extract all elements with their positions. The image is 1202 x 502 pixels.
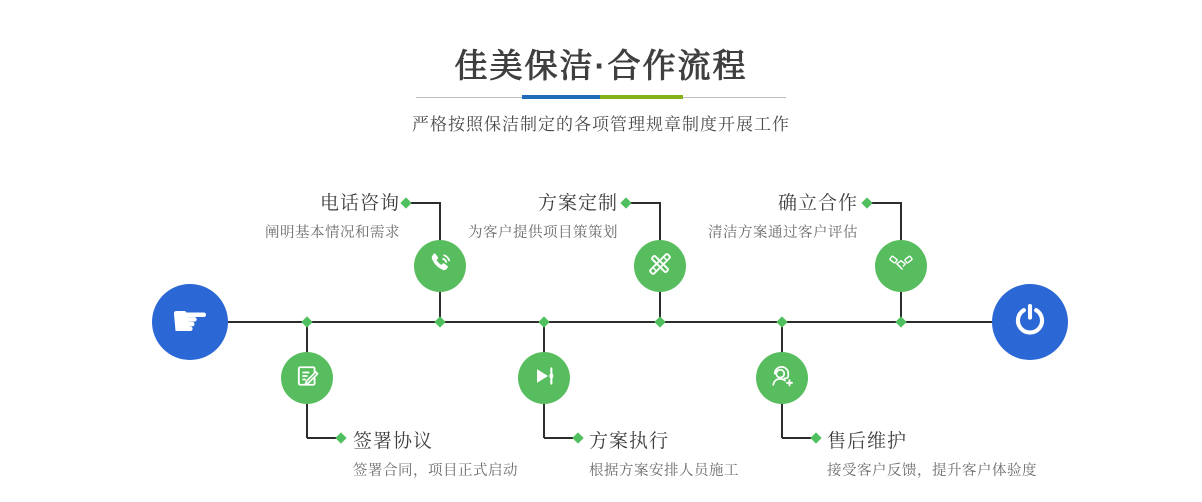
connector-line [782,437,812,439]
step-circle-execute [518,352,570,404]
step-title: 售后维护 [827,431,908,452]
step-label [468,188,618,242]
title-divider-blue-segment [522,95,600,99]
timeline-node-diamond [776,316,787,327]
connector-line [410,202,440,204]
connector-line [544,437,574,439]
step-label [353,426,518,480]
step-title: 方案执行 [589,431,670,452]
handshake-icon [886,249,916,284]
end-circle [992,284,1068,360]
step-label [827,426,1037,480]
timeline-node-diamond [538,316,549,327]
pointing-hand-icon: ☛ [170,296,210,347]
timeline-node-diamond [654,316,665,327]
step-description: 阐明基本情况和需求 [265,225,400,241]
step-circle-support [756,352,808,404]
label-node-diamond [620,197,631,208]
step-label [708,188,858,242]
page-title: 佳美保洁·合作流程 [454,47,748,84]
title-divider-green-segment [600,95,683,99]
headset-person-icon [768,362,796,395]
label-node-diamond [810,432,821,443]
connector-line [871,202,901,204]
step-title: 方案定制 [537,193,618,214]
label-node-diamond [572,432,583,443]
step-label [589,426,739,480]
step-circle-phone [414,240,466,292]
timeline-node-diamond [301,316,312,327]
design-tools-icon [646,250,674,283]
connector-line [630,202,660,204]
label-node-diamond [861,197,872,208]
page-subtitle: 严格按照保洁制定的各项管理规章制度开展工作 [412,115,790,134]
label-node-diamond [335,432,346,443]
timeline-node-diamond [895,316,906,327]
step-description: 清洁方案通过客户评估 [708,225,858,241]
start-circle [152,284,228,360]
step-label [265,188,400,242]
power-icon [1011,301,1049,344]
timeline-node-diamond [434,316,445,327]
step-description: 签署合同，项目正式启动 [353,463,518,479]
contract-icon [293,362,321,395]
label-node-diamond [400,197,411,208]
phone-icon [426,250,454,283]
connector-line [307,437,337,439]
step-title: 确立合作 [777,193,858,214]
step-description: 接受客户反馈，提升客户体验度 [827,463,1037,479]
step-description: 根据方案安排人员施工 [589,463,739,479]
play-slider-icon [530,362,558,395]
step-title: 签署协议 [353,431,434,452]
step-title: 电话咨询 [319,193,400,214]
step-circle-contract [281,352,333,404]
step-circle-design [634,240,686,292]
step-circle-handshake [875,240,927,292]
step-description: 为客户提供项目策策划 [468,225,618,241]
